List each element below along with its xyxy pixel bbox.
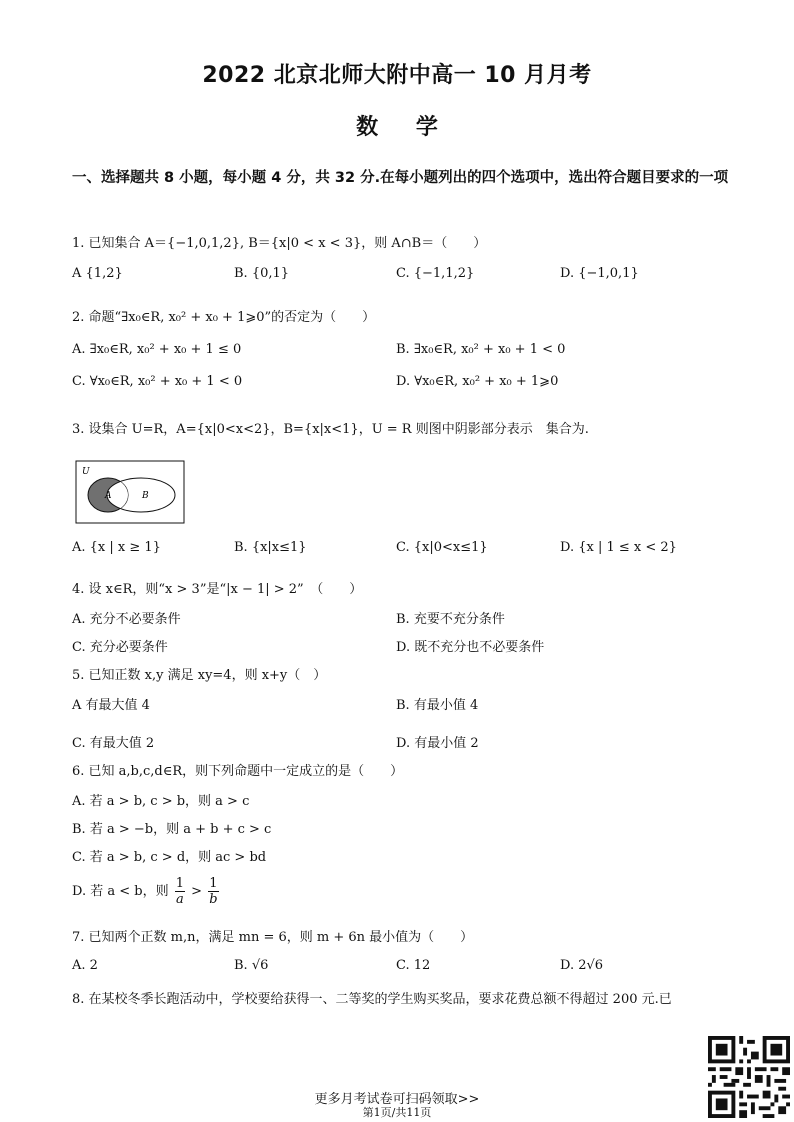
q1-option-d: D. {−1,0,1} <box>560 266 639 281</box>
q3-option-d: D. {x | 1 ≤ x < 2} <box>560 540 677 555</box>
q6-option-d <box>72 876 221 907</box>
venn-diagram <box>75 460 185 524</box>
q4-option-b: B. 充要不充分条件 <box>396 612 505 627</box>
q1-option-c: C. {−1,1,2} <box>396 266 475 281</box>
q1-option-b: B. {0,1} <box>234 266 290 281</box>
q6-option-a: A. 若 a > b, c > b，则 a > c <box>72 794 250 809</box>
page-number: 第1页/共11页 <box>362 1106 432 1119</box>
q3-option-a: A. {x | x ≥ 1} <box>72 540 161 555</box>
q4-option-c: C. 充分必要条件 <box>72 640 168 655</box>
question-2-stem: 2. 命题“∃x₀∈R, x₀² + x₀ + 1⩾0”的否定为（ ） <box>72 310 376 325</box>
fraction-1-over-b <box>208 876 218 907</box>
q6-option-b: B. 若 a > −b，则 a + b + c > c <box>72 822 272 837</box>
q2-option-d: D. ∀x₀∈R, x₀² + x₀ + 1⩾0 <box>396 374 559 389</box>
question-1-stem: 1. 已知集合 A＝{−1,0,1,2}, B＝{x|0 < x < 3}，则 A∩B＝（ ） <box>72 236 487 251</box>
q7-option-b: B. √6 <box>234 958 269 973</box>
q3-option-c: C. {x|0<x≤1} <box>396 540 488 555</box>
fraction-denominator: a <box>175 892 184 907</box>
q5-option-a: A 有最大值 4 <box>72 698 150 713</box>
q2-option-c: C. ∀x₀∈R, x₀² + x₀ + 1 < 0 <box>72 374 243 389</box>
question-3-stem: 3. 设集合 U=R，A={x|0<x<2}，B={x|x<1}，U = R 则图中阴影部分表示 集合为. <box>72 422 589 437</box>
q2-option-b: B. ∃x₀∈R, x₀² + x₀ + 1 < 0 <box>396 342 566 357</box>
question-7-stem: 7. 已知两个正数 m,n，满足 mn = 6，则 m + 6n 最小值为（ ） <box>72 930 474 945</box>
q7-option-c: C. 12 <box>396 958 431 973</box>
q1-option-a: A {1,2} <box>72 266 123 281</box>
q5-option-c: C. 有最大值 2 <box>72 736 155 751</box>
venn-label-b: B <box>142 491 149 501</box>
question-6-stem: 6. 已知 a,b,c,d∈R，则下列命题中一定成立的是（ ） <box>72 764 404 779</box>
q6-option-d-prefix: D. 若 a < b，则 <box>72 884 169 899</box>
section-heading: 一、选择题共 8 小题，每小题 4 分，共 32 分.在每小题列出的四个选项中，选出符合题目要求的一项 <box>72 170 729 186</box>
fraction-numerator: 1 <box>209 876 218 891</box>
greater-than-sign: > <box>191 884 203 899</box>
q5-option-b: B. 有最小值 4 <box>396 698 479 713</box>
question-8-stem: 8. 在某校冬季长跑活动中，学校要给获得一、二等奖的学生购买奖品，要求花费总额不得超过 200 元.已 <box>72 992 672 1007</box>
q2-option-a: A. ∃x₀∈R, x₀² + x₀ + 1 ≤ 0 <box>72 342 242 357</box>
question-5-stem: 5. 已知正数 x,y 满足 xy=4，则 x+y（ ） <box>72 668 327 683</box>
question-4-stem: 4. 设 x∈R，则“x > 3”是“|x − 1| > 2” （ ） <box>72 582 363 597</box>
q4-option-d: D. 既不充分也不必要条件 <box>396 640 545 655</box>
page-title: 2022 北京北师大附中高一 10 月月考 <box>202 63 592 88</box>
q7-option-d: D. 2√6 <box>560 958 604 973</box>
fraction-numerator: 1 <box>175 876 185 891</box>
venn-label-u: U <box>82 467 90 477</box>
q4-option-a: A. 充分不必要条件 <box>72 612 181 627</box>
q3-option-b: B. {x|x≤1} <box>234 540 307 555</box>
venn-label-a: A <box>105 491 112 501</box>
fraction-1-over-a <box>175 876 185 907</box>
subject-title: 数 学 <box>356 115 438 140</box>
fraction-denominator: b <box>209 892 218 907</box>
footer-promo-link[interactable]: 更多月考试卷可扫码领取>> <box>314 1092 480 1107</box>
q6-option-c: C. 若 a > b, c > d，则 ac > bd <box>72 850 267 865</box>
q7-option-a: A. 2 <box>72 958 98 973</box>
q5-option-d: D. 有最小值 2 <box>396 736 479 751</box>
